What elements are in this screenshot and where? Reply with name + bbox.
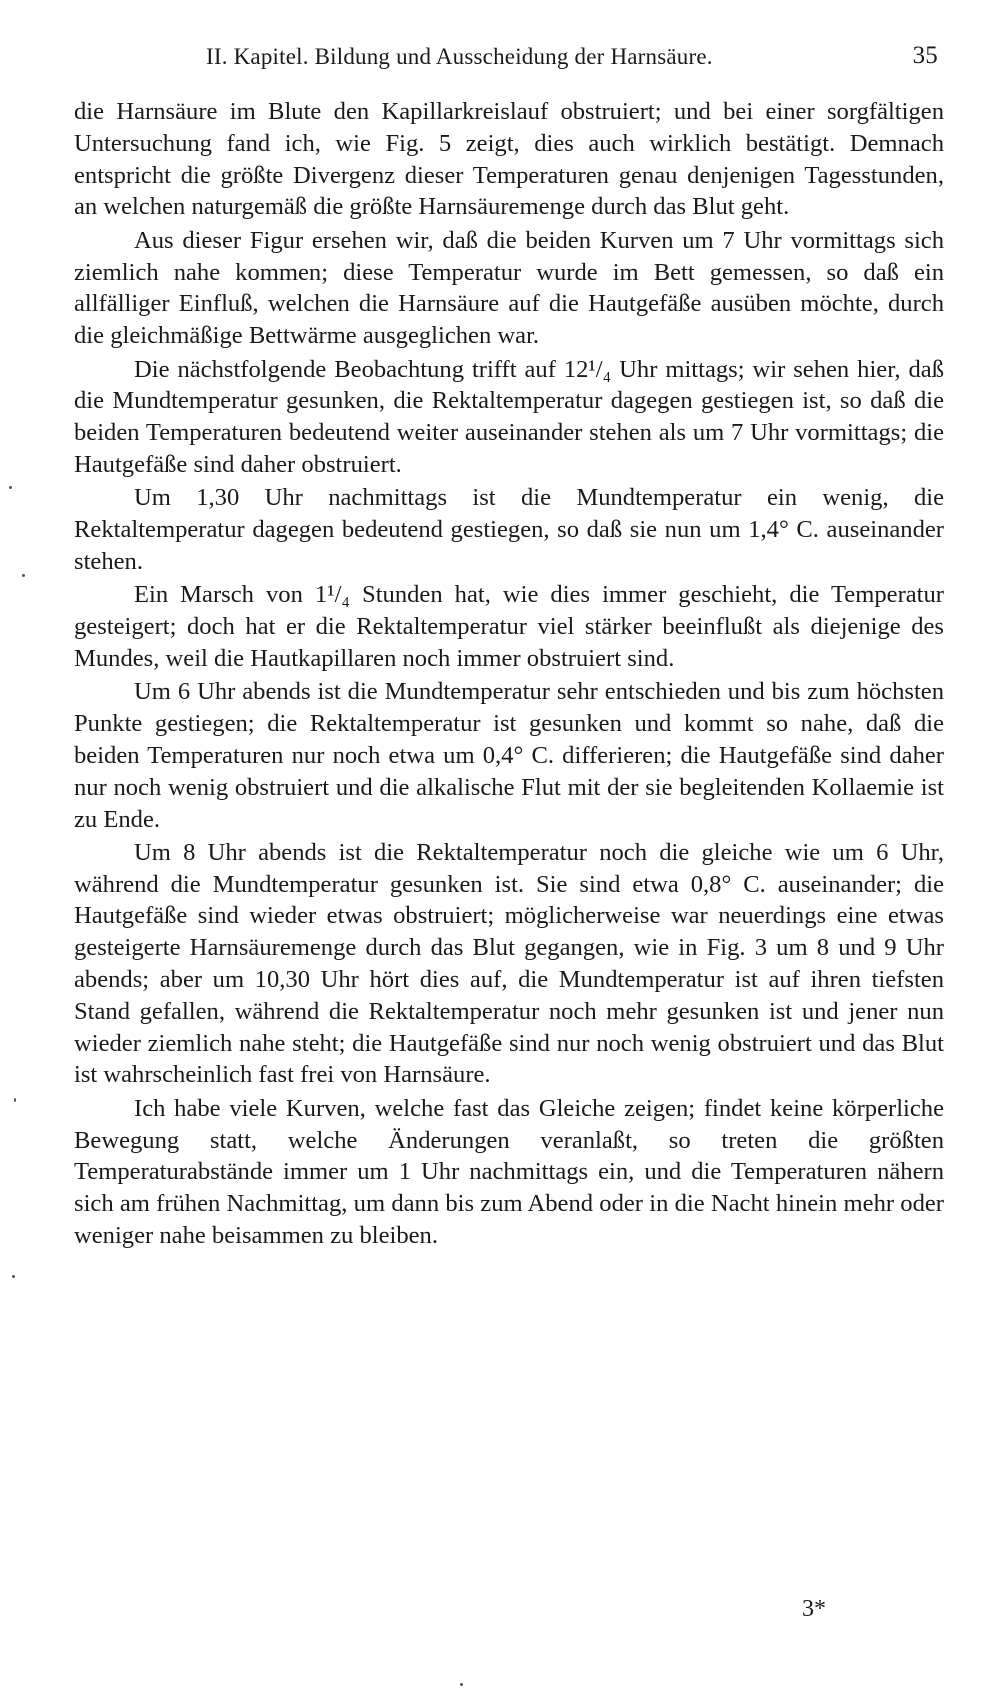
- scan-speck: [460, 1683, 463, 1686]
- chapter-title: II. Kapitel. Bildung und Ausscheidung der Harnsäure.: [206, 44, 713, 69]
- paragraph: Ein Marsch von 1¹/₄ Stunden hat, wie dies immer geschieht, die Temperatur gesteigert; doch hat er die Rektaltemperatur viel stärker beeinflußt als diejenige des Mundes, weil die Hautkapillaren noch immer obstruiert sind.: [74, 581, 944, 672]
- scan-speck: [9, 486, 12, 489]
- paragraph: Aus dieser Figur ersehen wir, daß die beiden Kurven um 7 Uhr vormittags sich ziemlich nahe kommen; diese Temperatur wurde im Bett gemessen, so daß ein allfälliger Einfluß, welchen die Harnsäure auf die Hautgefäße ausüben möchte, durch die gleichmäßige Bettwärme ausgeglichen war.: [74, 226, 944, 350]
- paragraph: Die nächstfolgende Beobachtung trifft auf 12¹/₄ Uhr mittags; wir sehen hier, daß die Mundtemperatur gesunken, die Rektaltemperatur dagegen gestiegen ist, so daß die beiden Temperaturen bedeutend weiter auseinander stehen als um 7 Uhr vormittags; die Hautgefäße sind daher obstruiert.: [74, 355, 944, 478]
- paragraph: Um 6 Uhr abends ist die Mundtemperatur sehr entschieden und bis zum höchsten Punkte gestiegen; die Rektaltemperatur ist gesunken und kommt so nahe, daß die beiden Temperaturen nur noch etwa um 0,4° C. differieren; die Hautgefäße sind daher nur noch wenig obstruiert und die alkalische Flut mit der sie begleitenden Kollaemie ist zu Ende.: [74, 678, 944, 833]
- paragraph: Um 1,30 Uhr nachmittags ist die Mundtemperatur ein wenig, die Rektaltemperatur dagegen bedeutend gestiegen, so daß sie nun um 1,4° C. auseinander stehen.: [74, 484, 944, 575]
- scan-speck: [22, 574, 25, 577]
- running-head: [74, 38, 944, 78]
- book-page: [74, 0, 944, 1699]
- scan-speck: [14, 1098, 16, 1102]
- body-text: [74, 96, 944, 1253]
- paragraph: Ich habe viele Kurven, welche fast das Gleiche zeigen; findet keine körperliche Bewegung statt, welche Änderungen veranlaßt, so treten die größten Temperaturabstände immer um 1 Uhr nachmittags ein, und die Temperaturen nähern sich am frühen Nachmittag, um dann bis zum Abend oder in die Nacht hinein mehr oder weniger nahe beisammen zu bleiben.: [74, 1094, 944, 1250]
- scan-speck: [12, 1275, 15, 1278]
- paragraph-continuation: die Harnsäure im Blute den Kapillarkreislauf obstruiert; und bei einer sorgfältigen Untersuchung fand ich, wie Fig. 5 zeigt, dies auch wirklich bestätigt. Demnach entspricht die größte Divergenz dieser Temperaturen genau denjenigen Tagesstunden, an welchen naturgemäß die größte Harnsäuremenge durch das Blut geht.: [74, 98, 944, 221]
- page-number: 35: [912, 42, 938, 69]
- paragraph: Um 8 Uhr abends ist die Rektaltemperatur noch die gleiche wie um 6 Uhr, während die Mundtemperatur gesunken ist. Sie sind etwa 0,8° C. auseinander; die Hautgefäße sind wieder etwas obstruiert; möglicherweise war neuerdings eine etwas gesteigerte Harnsäuremenge durch das Blut gegangen, wie in Fig. 3 um 8 und 9 Uhr abends; aber um 10,30 Uhr hört dies auf, die Mundtemperatur ist auf ihren tiefsten Stand gefallen, während die Rektaltemperatur noch mehr gesunken ist und jener nun wieder ziemlich nahe steht; die Hautgefäße sind nur noch wenig obstruiert und das Blut ist wahrscheinlich fast frei von Harnsäure.: [74, 838, 944, 1089]
- signature-mark: 3*: [802, 1596, 826, 1622]
